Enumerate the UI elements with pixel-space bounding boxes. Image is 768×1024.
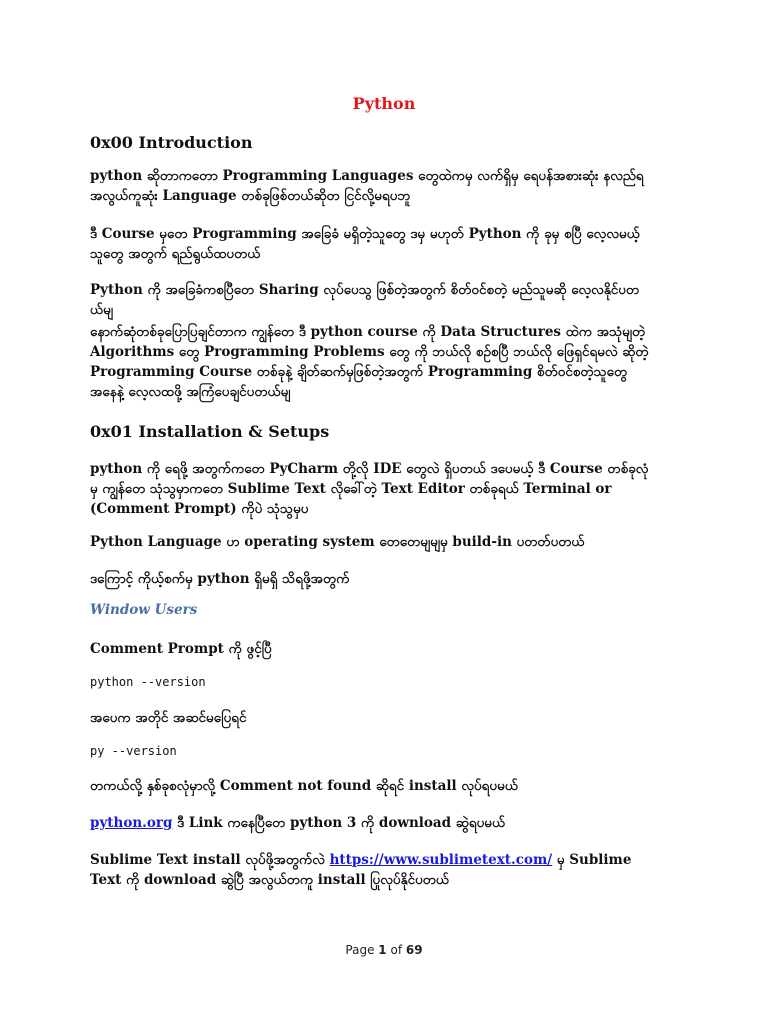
paragraph-5: python ကို ရေဖို့ အတွက်ကတေ PyCharm တို့လို IDE တွေလဲ ရှိပတယ် ဒပေမယ့် ဒီ Course တစ်ခုလုံမှ ကျွန်တေ သုံသွမှာကတေ Sublime Text လိုခေါ်တဲ့ Text Editor တစ်ခုရယ် Terminal or (Comment Prompt) ကိုပဲ သုံသွမှပ [90,461,649,517]
heading-installation: 0x01 Installation & Setups [90,422,330,441]
page-title: Python [352,94,416,113]
paragraph-12-text-a: Sublime Text install လုပ်ဖို့အတွက်လဲ [90,852,330,868]
subheading-window-users: Window Users [90,602,198,618]
footer-current-page: 1 [378,943,387,957]
paragraph-12-text-b: မှ Sublime Text ကို download ဆွဲပြီ အလွယ်တကူ install ပြုလုပ်နိုင်ပတယ် [90,852,632,888]
page-footer [0,943,768,957]
code-python-version: python --version [90,675,206,689]
code-py-version: py --version [90,744,177,758]
paragraph-7: ဒကြောင့် ကိုယ့်စက်မှ python ရှိမရှိ သိရဖို့အတွက် [90,571,350,587]
paragraph-6: Python Language ဟ operating system တေတေမျမျမှ build-in ပတတ်ပတယ် [90,534,585,550]
paragraph-10: တကယ်လို့ နှစ်ခုစလုံမှာလို့ Comment not found ဆိုရင် install လုပ်ရပမယ် [90,778,518,794]
paragraph-4: နောက်ဆုံတစ်ခုပြောပြချင်တာက ကျွန်တေ ဒီ python course ကို Data Structures ထဲက အသုံမျတဲ့ Algorithms တွေ Programming Problems တွေ ကို ဘယ်လို စဉ်စပြီ ဘယ်လို ဖြေရှင်ရမလဲ ဆိုတဲ့ Programming Course တစ်ခုနဲ့ ချိတ်ဆက်မှဖြစ်တဲ့အတွက် Programming စိတ်ဝင်စတဲ့သူတွေအနေနဲ့ လေ့လထဖို့ အကြံပေချင်ပတယ်မျ [90,324,649,400]
sublime-text-link[interactable]: https://www.sublimetext.com/ [329,852,553,868]
python-org-link[interactable]: python.org [90,815,173,831]
paragraph-11-text: ဒီ Link ကနေပြီတေ python 3 ကို download ဆွဲရပမယ် [172,815,506,831]
paragraph-3: Python ကို အခြေခံကစပြီတေ Sharing လုပ်ပေသွ ဖြစ်တဲ့အတွက် စိတ်ဝင်စတဲ့ မည်သူမဆို လေ့လနိုင်ပတယ်မျ [90,282,640,318]
paragraph-2: ဒီ Course မှတေ Programming အခြေခံ မရှိတဲ့သူတွေ ဒမှ မဟုတ် Python ကို ခုမှ စပြီ လေ့လမယ့်သူတွေ အတွက် ရည်ရွယ်ထပတယ် [90,226,640,262]
paragraph-8: Comment Prompt ကို ဖွင့်ပြီ [90,641,272,657]
paragraph-1: python ဆိုတာကတော Programming Languages တွေထဲကမှ လက်ရှိမှ ရေပန်အစားဆုံး နလည်ရ အလွယ်ကူဆုံး Language တစ်ခုဖြစ်တယ်ဆိုတ ငြင်လို့မရပဘူ [90,168,644,204]
heading-introduction: 0x00 Introduction [90,133,253,152]
paragraph-11 [90,813,650,833]
footer-of: of [386,943,406,957]
footer-prefix: Page [345,943,379,957]
paragraph-12 [90,850,650,890]
paragraph-9: အပေက အတိုင် အဆင်မပြေရင် [90,710,247,726]
footer-total-pages: 69 [405,943,423,957]
